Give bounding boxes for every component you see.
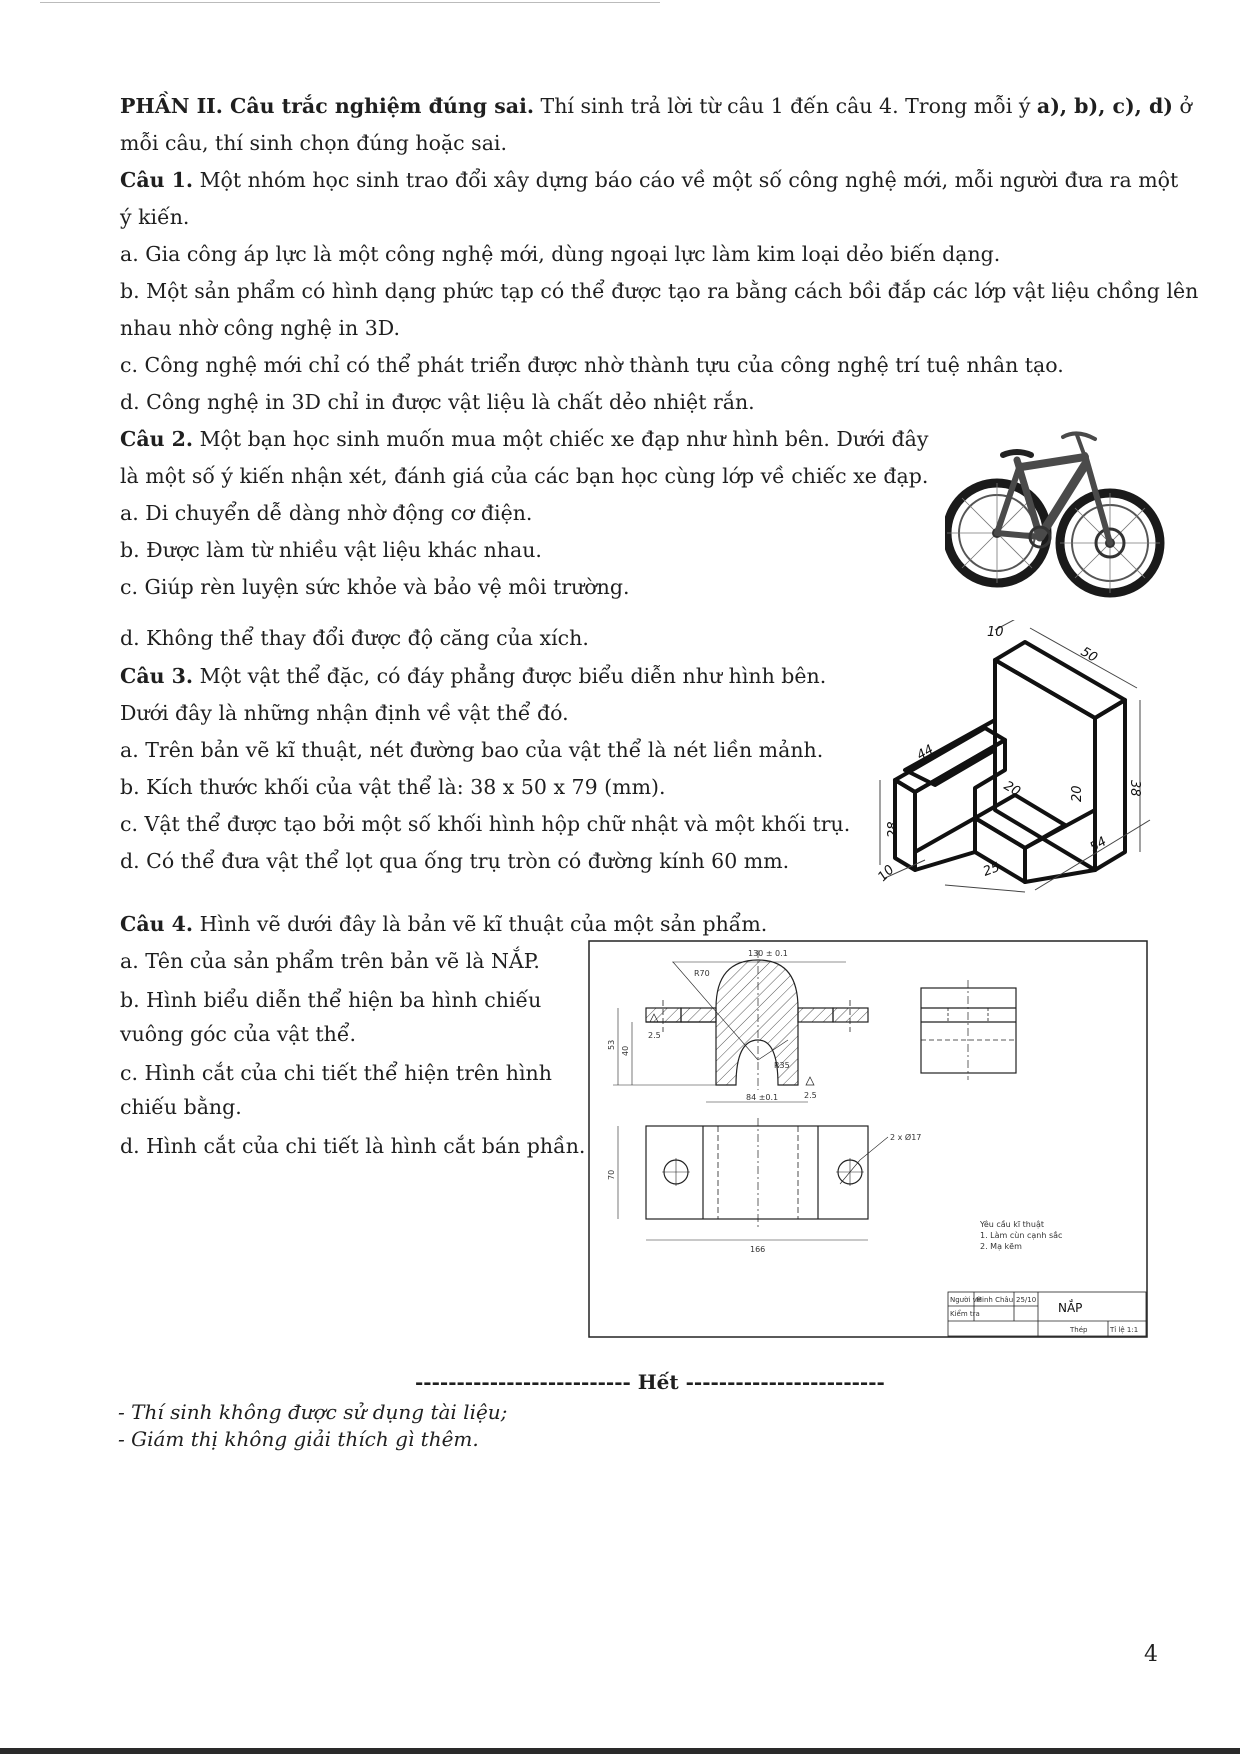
q2-option-d: d. Không thể thay đổi được độ căng của xích.	[120, 626, 589, 650]
dim-r35: R35	[774, 1061, 790, 1070]
svg-text:Tỉ lệ 1:1: Tỉ lệ 1:1	[1110, 1326, 1139, 1334]
page-number: 4	[1144, 1642, 1158, 1667]
svg-text:25/10: 25/10	[1016, 1296, 1037, 1304]
bicycle-frame	[997, 433, 1110, 547]
svg-text:Người vẽ: Người vẽ	[950, 1296, 982, 1304]
technical-drawing	[588, 940, 1148, 1338]
technical-requirements	[979, 1219, 1062, 1252]
q4-option-b: b. Hình biểu diễn thể hiện ba hình chiếu	[120, 988, 542, 1012]
q1-option-a: a. Gia công áp lực là một công nghệ mới, dùng ngoại lực làm kim loại dẻo biến dạng.	[120, 242, 1001, 266]
q2-stem-line2: là một số ý kiến nhận xét, đánh giá của các bạn học cùng lớp về chiếc xe đạp.	[120, 464, 929, 488]
dim-holes: 2 x Ø17	[890, 1133, 922, 1142]
title-block-name: NẮP	[1058, 1301, 1083, 1315]
bottom-scan-edge	[0, 1748, 1240, 1754]
q1-option-b: b. Một sản phẩm có hình dạng phức tạp có thể được tạo ra bằng cách bồi đắp các lớp vật liệu chồng lên	[120, 279, 1199, 303]
dim-10-top: 10	[987, 625, 1004, 640]
side-view	[921, 980, 1016, 1080]
dim-40: 40	[621, 1045, 630, 1056]
svg-text:2. Mạ kẽm: 2. Mạ kẽm	[980, 1242, 1022, 1251]
q3-option-a: a. Trên bản vẽ kĩ thuật, nét đường bao của vật thể là nét liền mảnh.	[120, 738, 824, 762]
dim-130: 130 ± 0.1	[748, 949, 788, 958]
q1-option-c: c. Công nghệ mới chỉ có thể phát triển được nhờ thành tựu của công nghệ trí tuệ nhân tạo.	[120, 353, 1064, 377]
part2-title: PHẦN II. Câu trắc nghiệm đúng sai.	[120, 94, 534, 118]
q2-option-c: c. Giúp rèn luyện sức khỏe và bảo vệ môi trường.	[120, 575, 630, 599]
top-view-dimensions	[607, 1132, 921, 1254]
q4-option-c: c. Hình cắt của chi tiết thể hiện trên hình	[120, 1061, 552, 1085]
q3-stem-line2: Dưới đây là những nhận định về vật thể đó.	[120, 701, 569, 725]
dim-38: 38	[1127, 780, 1142, 797]
top-view	[618, 1118, 888, 1240]
dim-54: 54	[1087, 834, 1110, 856]
dim-84: 84 ±0.1	[746, 1093, 779, 1102]
q4-option-b-line2: vuông góc của vật thể.	[120, 1022, 356, 1046]
svg-text:Kiểm tra: Kiểm tra	[950, 1310, 980, 1318]
dim-166: 166	[750, 1245, 766, 1254]
dim-53: 53	[607, 1039, 616, 1050]
svg-text:1. Làm cùn cạnh sắc: 1. Làm cùn cạnh sắc	[980, 1231, 1063, 1240]
q3-stem: Câu 3. Một vật thể đặc, có đáy phẳng được biểu diễn như hình bên.	[120, 664, 827, 688]
q4-option-d: d. Hình cắt của chi tiết là hình cắt bán phần.	[120, 1134, 586, 1158]
note-1: - Thí sinh không được sử dụng tài liệu;	[118, 1400, 508, 1424]
q3-option-d: d. Có thể đưa vật thể lọt qua ống trụ tròn có đường kính 60 mm.	[120, 849, 790, 873]
q1-option-d: d. Công nghệ in 3D chỉ in được vật liệu là chất dẻo nhiệt rắn.	[120, 390, 755, 414]
q4-option-c-line2: chiếu bằng.	[120, 1095, 242, 1119]
svg-text:Minh Châu: Minh Châu	[976, 1296, 1014, 1304]
q2-option-a: a. Di chuyển dễ dàng nhờ động cơ điện.	[120, 501, 533, 525]
q1-stem-line2: ý kiến.	[120, 205, 190, 229]
dim-r70: R70	[694, 969, 710, 978]
dim-50: 50	[1078, 644, 1100, 666]
dim-20-b: 20	[1070, 785, 1085, 802]
top-border	[40, 2, 660, 3]
q2-option-b: b. Được làm từ nhiều vật liệu khác nhau.	[120, 538, 542, 562]
q1-stem: Câu 1. Một nhóm học sinh trao đổi xây dựng báo cáo về một số công nghệ mới, mỗi người đưa ra một	[120, 168, 1179, 192]
dim-70: 70	[607, 1169, 616, 1180]
svg-text:Thép: Thép	[1070, 1326, 1088, 1334]
q1-option-b-line2: nhau nhờ công nghệ in 3D.	[120, 316, 400, 340]
dim-25: 25	[981, 860, 1002, 880]
q2-stem: Câu 2. Một bạn học sinh muốn mua một chiếc xe đạp như hình bên. Dưới đây	[120, 427, 929, 451]
dim-28: 28	[886, 821, 901, 838]
svg-text:Yêu cầu kĩ thuật: Yêu cầu kĩ thuật	[980, 1220, 1044, 1229]
isometric-object-figure	[865, 620, 1155, 895]
part2-intro-line2: mỗi câu, thí sinh chọn đúng hoặc sai.	[120, 131, 507, 155]
q3-option-c: c. Vật thể được tạo bởi một số khối hình hộp chữ nhật và một khối trụ.	[120, 812, 851, 836]
end-marker: -------------------------- Hết ------------------------	[415, 1370, 885, 1394]
note-2: - Giám thị không giải thích gì thêm.	[118, 1427, 479, 1451]
q4-stem: Câu 4. Hình vẽ dưới đây là bản vẽ kĩ thuật của một sản phẩm.	[120, 912, 768, 936]
dim-10-bottom: 10	[875, 862, 898, 885]
front-view	[613, 950, 868, 1102]
dim-2-5-left: 2.5	[648, 1031, 661, 1040]
bicycle-image	[945, 425, 1165, 615]
title-block-text	[950, 1296, 1138, 1334]
dim-44: 44	[914, 742, 937, 764]
q4-option-a: a. Tên của sản phẩm trên bản vẽ là NẮP.	[120, 949, 540, 973]
q3-option-b: b. Kích thước khối của vật thể là: 38 x 50 x 79 (mm).	[120, 775, 666, 799]
dim-20-a: 20	[1001, 778, 1023, 800]
part2-intro: PHẦN II. Câu trắc nghiệm đúng sai. Thí sinh trả lời từ câu 1 đến câu 4. Trong mỗi ý a), b), c), d) ở	[120, 94, 1192, 118]
dim-2-5-right: 2.5	[804, 1091, 817, 1100]
